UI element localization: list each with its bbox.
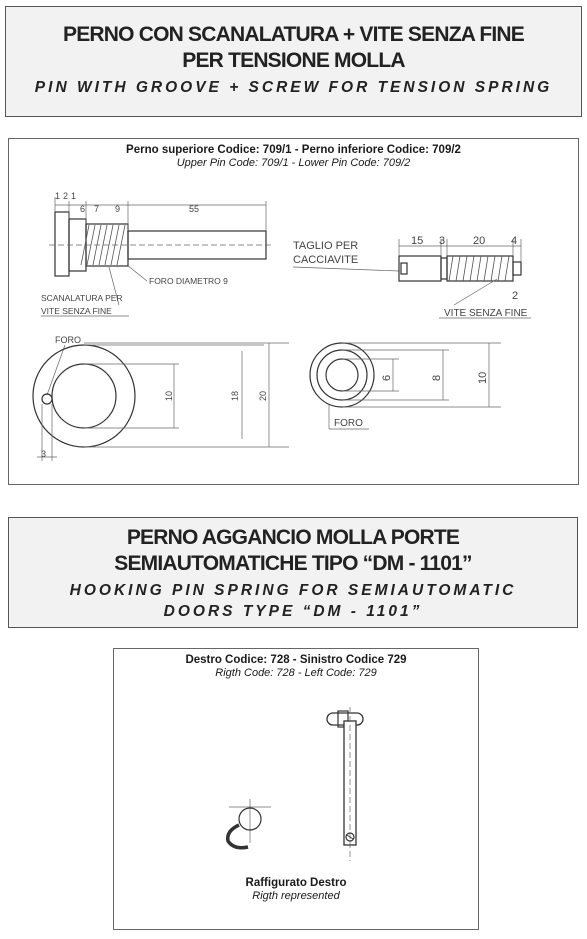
dim-pin-55: 55 xyxy=(189,204,200,214)
dim-disc-right-8: 8 xyxy=(431,374,443,381)
section1-title-en: PIN WITH GROOVE + SCREW FOR TENSION SPRING xyxy=(34,79,553,96)
dim-disc-left-10: 10 xyxy=(164,390,174,401)
section2-footer xyxy=(114,877,478,902)
section2-title-en-line2: DOORS TYPE “DM - 1101” xyxy=(163,603,423,620)
hook-pin-side-view xyxy=(327,707,363,861)
section1-title-it-line1: PERNO CON SCANALATURA + VITE SENZA FINE xyxy=(63,23,524,46)
hook-end-view xyxy=(228,799,271,848)
label-slot-line1: TAGLIO PER xyxy=(293,240,359,252)
section2-title-box xyxy=(8,517,578,628)
label-groove-line1: SCANALATURA PER xyxy=(41,293,123,303)
section2-caption-it: Destro Codice: 728 - Sinistro Codice 729 xyxy=(185,654,407,666)
label-hole-left: FORO xyxy=(55,335,81,345)
grooved-pin-side-view xyxy=(41,191,274,316)
dim-disc-right-10: 10 xyxy=(477,371,489,384)
section2-title-it-line1: PERNO AGGANCIO MOLLA PORTE xyxy=(126,526,460,549)
section2-title-it-line2: SEMIAUTOMATICHE TIPO “DM - 1101” xyxy=(114,552,472,575)
section1-title-it-line2: PER TENSIONE MOLLA xyxy=(182,49,405,72)
label-groove-line2: VITE SENZA FINE xyxy=(41,306,112,316)
section2-footer-en: Rigth represented xyxy=(252,890,340,902)
dim-disc-right-6: 6 xyxy=(381,374,393,381)
dim-pin-9: 9 xyxy=(115,204,121,214)
section1-drawing-panel xyxy=(8,138,579,485)
dim-screw-15: 15 xyxy=(411,235,424,247)
dim-screw-3: 3 xyxy=(439,235,446,247)
section1-caption-it: Perno superiore Codice: 709/1 - Perno inferiore Codice: 709/2 xyxy=(126,144,461,156)
section2-title-en-line1: HOOKING PIN SPRING FOR SEMIAUTOMATIC xyxy=(69,582,517,599)
dim-disc-left-20: 20 xyxy=(258,390,268,401)
section2-caption-en: Rigth Code: 728 - Left Code: 729 xyxy=(215,667,377,679)
dim-screw-2: 2 xyxy=(512,290,519,302)
label-slot-line2: CACCIAVITE xyxy=(293,254,359,266)
label-hole-diameter: FORO DIAMETRO 9 xyxy=(149,276,228,286)
dim-screw-4: 4 xyxy=(511,235,518,247)
disc-front-view-left xyxy=(33,335,289,461)
dim-pin-6: 6 xyxy=(80,204,86,214)
technical-drawing-709 xyxy=(9,139,580,486)
dim-pin-7: 7 xyxy=(94,204,100,214)
section2-drawing-panel xyxy=(113,648,479,930)
dim-pin-1a: 1 xyxy=(55,191,61,201)
dim-screw-20: 20 xyxy=(473,235,486,247)
section1-title-box xyxy=(5,6,582,117)
disc-front-view-right xyxy=(310,343,501,429)
label-hole-right: FORO xyxy=(334,418,363,429)
dim-pin-1b: 1 xyxy=(71,191,77,201)
label-worm-screw: VITE SENZA FINE xyxy=(444,308,528,319)
section1-caption-en: Upper Pin Code: 709/1 - Lower Pin Code: 709/2 xyxy=(176,157,411,169)
dim-disc-left-3: 3 xyxy=(41,449,47,459)
section2-footer-it: Raffigurato Destro xyxy=(245,877,347,889)
worm-screw-side-view xyxy=(293,235,531,319)
dim-pin-2: 2 xyxy=(63,191,69,201)
dim-disc-left-18: 18 xyxy=(230,390,240,401)
